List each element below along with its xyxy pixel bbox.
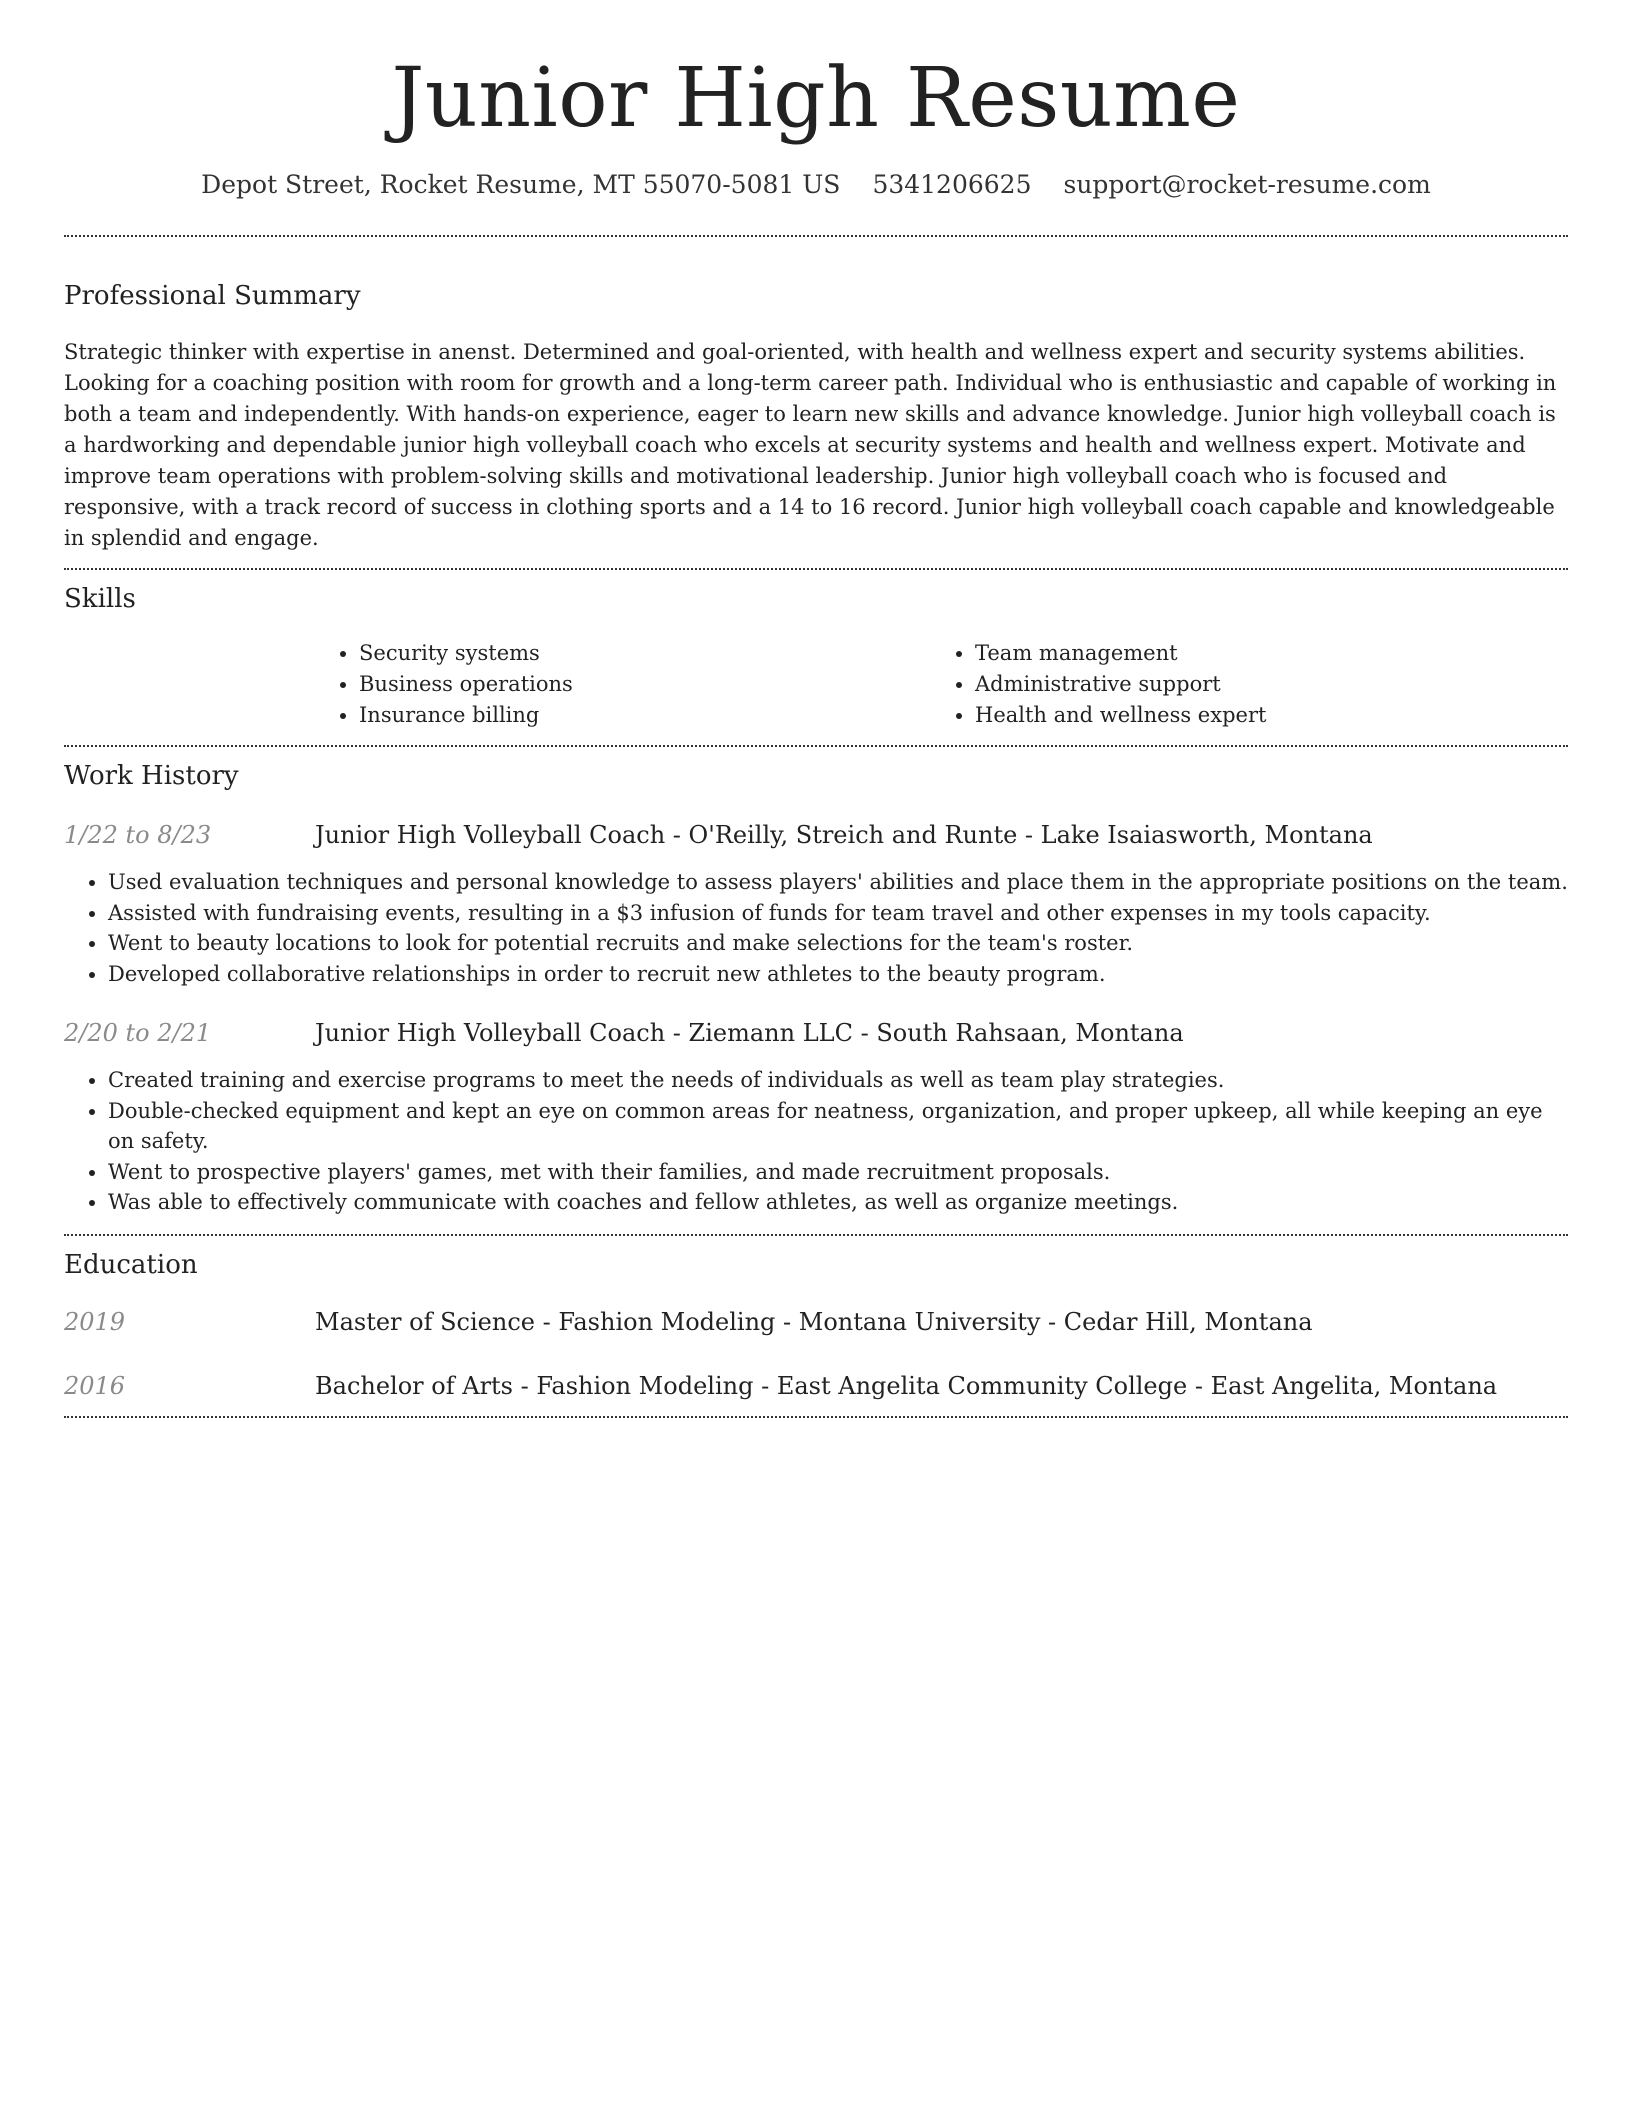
job-dates: 2/20 to 2/21 [64,1019,212,1047]
job-bullet: • Created training and exercise programs to meet the needs of individuals as well as team play strategies. [108,1065,1568,1096]
job-heading: Junior High Volleyball Coach - O'Reilly, Streich and Runte - Lake Isaiasworth, Montana [315,821,1373,849]
contact-line [64,170,1568,199]
education-year: 2016 [64,1371,126,1400]
education-entry [64,1372,1568,1400]
education-heading: Bachelor of Arts - Fashion Modeling - East Angelita Community College - East Angelita, Montana [315,1371,1498,1400]
work-section [64,747,1568,1234]
contact-phone: 5341206625 [872,170,1032,199]
skills-grid [315,638,1568,731]
work-title: Work History [64,761,239,791]
education-section [64,1236,1568,1416]
contact-email: support@rocket-resume.com [1063,170,1431,199]
skills-title: Skills [64,584,136,614]
job-header [64,821,1568,849]
job-bullet: • Double-checked equipment and kept an eye on common areas for neatness, organization, and proper upkeep, all while keeping an eye on safety. [108,1096,1568,1157]
education-entry [64,1308,1568,1336]
summary-text: Strategic thinker with expertise in anenst. Determined and goal-oriented, with health and wellness expert and security systems abilities. Looking for a coaching position with room for growth and a long-term career path. Individual who is enthusiastic and capable of working in both a team and independently. With hands-on experience, eager to learn new skills and advance knowledge. Junior high volleyball coach is a hardworking and dependable junior high volleyball coach who excels at security systems and health and wellness expert. Motivate and improve team operations with problem-solving skills and motivational leadership. Junior high volleyball coach who is focused and responsive, with a track record of success in clothing sports and a 14 to 16 record. Junior high volleyball coach capable and knowledgeable in splendid and engage. [64,340,1557,550]
job-bullet: • Developed collaborative relationships in order to recruit new athletes to the beauty program. [108,959,1568,990]
job-bullet: • Went to prospective players' games, met with their families, and made recruitment proposals. [108,1157,1568,1188]
job-bullets [64,1065,1568,1218]
job-heading: Junior High Volleyball Coach - Ziemann LLC - South Rahsaan, Montana [315,1019,1184,1047]
education-divider [64,1416,1568,1418]
job-bullet: • Used evaluation techniques and personal knowledge to assess players' abilities and place them in the appropriate positions on the team. [108,867,1568,898]
job-dates: 1/22 to 8/23 [64,821,212,849]
summary-title: Professional Summary [64,281,361,311]
education-heading: Master of Science - Fashion Modeling - Montana University - Cedar Hill, Montana [315,1307,1313,1336]
job-bullet: • Went to beauty locations to look for potential recruits and make selections for the team's roster. [108,928,1568,959]
resume-name: Junior High Resume [391,51,1241,146]
skills-list-left [315,638,931,731]
education-title: Education [64,1249,198,1280]
job-bullet: • Assisted with fundraising events, resulting in a $3 infusion of funds for team travel and other expenses in my tools capacity. [108,898,1568,929]
skill-item: • Administrative support [975,669,1266,700]
summary-section [64,237,1568,554]
job-header [64,1019,1568,1047]
skill-item: • Team management [975,638,1266,669]
skill-item: • Security systems [359,638,931,669]
job-bullet: • Was able to effectively communicate with coaches and fellow athletes, as well as organize meetings. [108,1187,1568,1218]
job-entry [64,1019,1568,1218]
job-bullets [64,867,1568,989]
skill-item: • Insurance billing [359,700,931,731]
job-entry [64,821,1568,989]
skills-section [64,570,1568,731]
skills-list-right [931,638,1266,731]
skill-item: • Health and wellness expert [975,700,1266,731]
education-year: 2019 [64,1307,126,1336]
skill-item: • Business operations [359,669,931,700]
contact-address: Depot Street, Rocket Resume, MT 55070-5081 US [201,170,841,199]
